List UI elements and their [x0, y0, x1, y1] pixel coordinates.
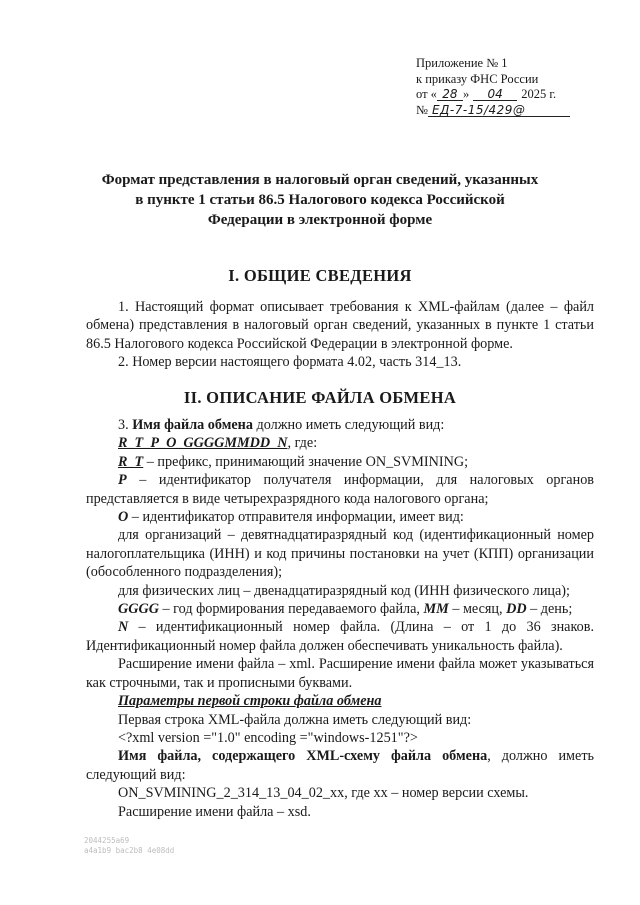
date-definition: GGGG – год формирования передаваемого файла, MM – месяц, DD – день; [118, 601, 573, 618]
sender-definition: O – идентификатор отправителя информации, имеет вид: [118, 509, 464, 526]
section-2-body [86, 416, 594, 821]
schema-file-name-text: Имя файла, содержащего XML-схему файла обмена, должно иметь следующий вид: [86, 748, 595, 783]
file-name-pattern: R_T_P_O_GGGGMMDD_N, где: [118, 435, 318, 452]
extension-text: Расширение имени файла – xml. Расширение имени файла может указываться как строчными, так и прописными буквами. [86, 656, 594, 691]
first-line-text: Первая строка XML-файла должна иметь следующий вид: [118, 711, 472, 728]
individual-code-text: для физических лиц – двенадцатиразрядный код (ИНН физического лица); [118, 582, 570, 599]
appendix-line-2: к приказу ФНС России [416, 71, 539, 86]
prefix-definition: R_T – префикс, принимающий значение ON_SVMINING; [118, 453, 469, 470]
section-1-heading: I. ОБЩИЕ СВЕДЕНИЯ [228, 266, 412, 285]
paragraph-3: 3. Имя файла обмена должно иметь следующий вид: [118, 417, 445, 433]
document-title: Формат представления в налоговый орган сведений, указанных в пункте 1 статьи 86.5 Налогового кодекса Российской Федерации в электронной форме [101, 172, 539, 228]
schema-extension: Расширение имени файла – xsd. [118, 803, 311, 820]
organization-code-text: для организаций – девятнадцатиразрядный код (идентификационный номер налогоплательщика (ИНН) и код причины постановки на учет (КПП) организации (обособленного подразделения); [86, 527, 594, 581]
handwritten-day: 28 [437, 88, 463, 101]
handwritten-order-number: ЕД-7-15/429@ [428, 104, 570, 117]
electronic-stamp: 2044255a69 a4a1b9 bac2b8 4e08dd [84, 836, 175, 855]
appendix-number: № ЕД-7-15/429@ [416, 103, 570, 119]
id-number-definition: N – идентификационный номер файла. (Длина – от 1 до 36 знаков. Идентификационный номер файла должен обеспечивать уникальность файла). [86, 619, 594, 654]
appendix-line-1: Приложение № 1 [416, 56, 508, 70]
paragraph-1: 1. Настоящий формат описывает требования к XML-файлам (далее – файл обмена) представления в налоговый орган сведений, указанных в пункте 1 статьи 86.5 Налогового кодекса Российской Федерации в электронной форме. [86, 299, 594, 352]
recipient-definition: P – идентификатор получателя информации, для налоговых органов представляется в виде четырехразрядного кода налогового органа; [86, 472, 594, 507]
paragraph-2: 2. Номер версии настоящего формата 4.02, часть 314_13. [118, 354, 462, 371]
section-2-heading: II. ОПИСАНИЕ ФАЙЛА ОБМЕНА [183, 388, 457, 407]
section-1-body [86, 298, 594, 372]
appendix-date: от « 28 » 04 2025 г. [416, 87, 557, 101]
schema-name: ON_SVMINING_2_314_13_04_02_xx, где xx – номер версии схемы. [118, 785, 529, 802]
xml-declaration: <?xml version ="1.0" encoding ="windows-1251"?> [118, 729, 418, 746]
first-line-params-heading: Параметры первой строки файла обмена [118, 693, 382, 710]
handwritten-month: 04 [473, 88, 517, 101]
appendix-block [416, 56, 570, 118]
